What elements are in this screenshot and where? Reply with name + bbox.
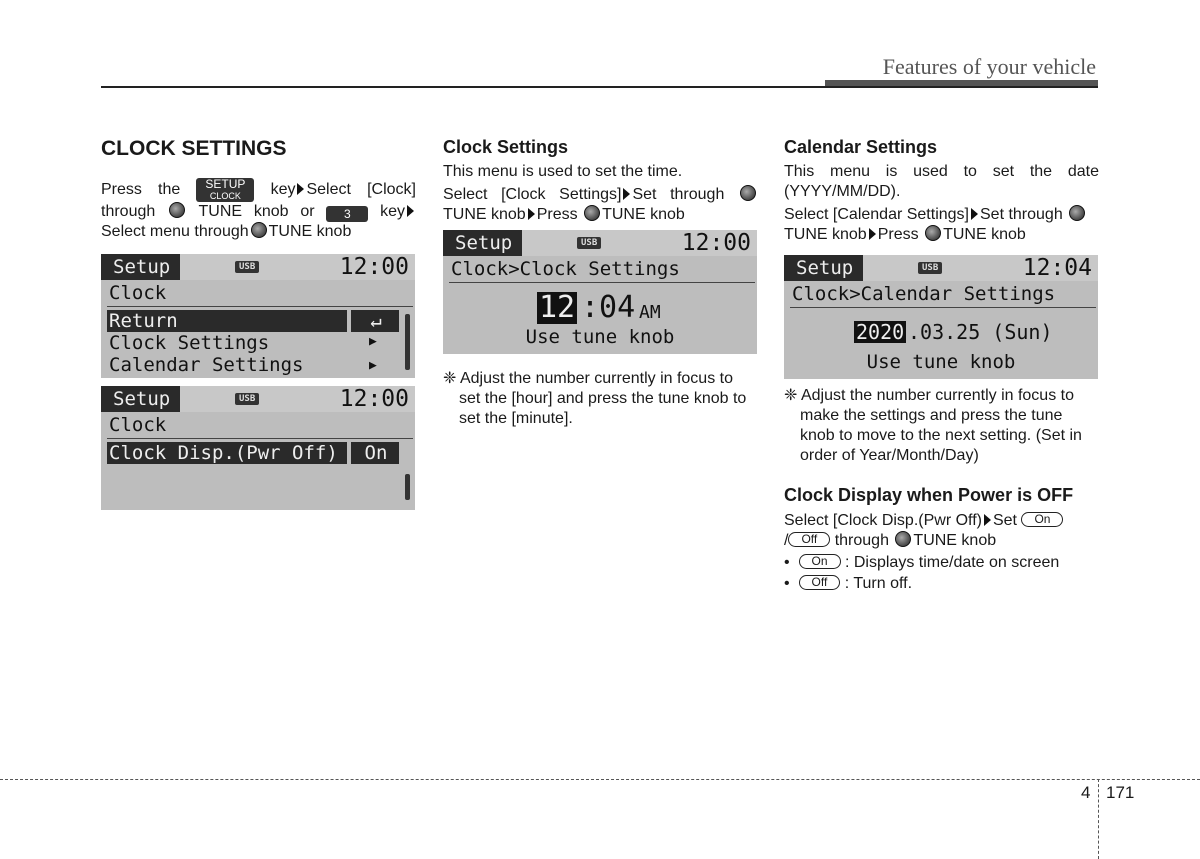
footer-vrule (1098, 779, 1099, 859)
arrow-icon (984, 514, 991, 526)
arrow-icon (623, 188, 630, 200)
left-instructions (101, 178, 416, 242)
chevron-right-icon: ▶ (369, 334, 377, 349)
lcd-screen-calendar-settings (784, 255, 1098, 379)
lcd-setup-tab: Setup (784, 255, 863, 281)
page-header-title: Features of your vehicle (882, 54, 1096, 79)
ampm: AM (639, 302, 661, 323)
usb-icon: USB (577, 237, 601, 249)
setup-clock-key-icon: SETUP CLOCK (196, 178, 254, 202)
arrow-icon (971, 208, 978, 220)
tune-knob-icon (169, 202, 185, 218)
usb-icon: USB (235, 261, 259, 273)
return-arrow-icon: ↵ (351, 310, 399, 332)
footer-rule (0, 779, 1200, 780)
menu-item-clock-settings[interactable]: Clock Settings (109, 332, 270, 354)
hour-field[interactable]: 12 (539, 290, 576, 325)
calendar-note: ❈ Adjust the number currently in focus to make the settings and press the tune knob to move to the next setting. (Set in order of Year/Month/Day) (784, 387, 1082, 464)
lcd-title: Clock (109, 414, 167, 436)
page-number: 171 (1106, 783, 1135, 802)
menu-item-calendar-settings[interactable]: Calendar Settings (109, 354, 304, 376)
text-tune-knob-or: TUNE knob or (198, 203, 315, 220)
lcd-time: 12:00 (339, 254, 409, 280)
scrollbar (405, 474, 410, 500)
lcd-time: 12:00 (339, 386, 409, 412)
off-button-icon: Off (799, 575, 841, 590)
lcd-title: Clock>Calendar Settings (792, 283, 1056, 305)
tune-knob-icon (584, 205, 600, 221)
tune-knob-icon (925, 225, 941, 241)
right-column (784, 136, 1099, 245)
tune-knob-icon (251, 222, 267, 238)
right-note-block (784, 386, 1099, 594)
calendar-intro: This menu is used to set the date (YYYY/MM/DD). (784, 163, 1099, 200)
text-select-clock: Select [Clock] (306, 181, 416, 198)
text-press: Press the (101, 181, 181, 198)
lcd-screen-clock-menu (101, 254, 415, 378)
date-field[interactable]: .03.25 (Sun) (908, 320, 1053, 344)
lcd-title: Clock (109, 282, 167, 304)
minute-field[interactable]: :04 (581, 290, 636, 325)
arrow-icon (297, 183, 304, 195)
arrow-icon (407, 205, 414, 217)
lcd-setup-tab: Setup (101, 386, 180, 412)
section-heading: CLOCK SETTINGS (101, 137, 287, 160)
lcd-time: 12:04 (1022, 255, 1092, 281)
text-select-menu: Select menu through (101, 223, 249, 240)
tune-knob-icon (895, 531, 911, 547)
chapter-number: 4 (1081, 783, 1091, 802)
text-key: key (270, 181, 296, 198)
lcd-setup-tab: Setup (101, 254, 180, 280)
middle-note (443, 369, 758, 429)
lcd-hint: Use tune knob (525, 326, 675, 348)
clock-display-instructions: Select [Clock Disp.(Pwr Off) Set On / Off through TUNE knob (784, 511, 1099, 551)
key-3-icon: 3 (326, 206, 368, 222)
clock-disp-value: On (351, 442, 399, 464)
middle-column (443, 136, 758, 225)
text-key2: key (380, 203, 406, 220)
lcd-screen-clock-disp (101, 386, 415, 510)
lcd-screen-clock-settings (443, 230, 757, 354)
calendar-settings-heading: Calendar Settings (784, 137, 938, 157)
tune-knob-icon (1069, 205, 1085, 221)
clock-display-heading: Clock Display when Power is OFF (784, 485, 1074, 505)
bullet-off: • Off : Turn off. (784, 575, 913, 592)
lcd-setup-tab: Setup (443, 230, 522, 256)
year-field[interactable]: 2020 (856, 320, 905, 344)
lcd-time: 12:00 (681, 230, 751, 256)
left-column (101, 136, 416, 242)
on-button-icon: On (1021, 512, 1063, 527)
bullet-on: • On : Displays time/date on screen (784, 554, 1060, 571)
tune-knob-icon (740, 185, 756, 201)
clock-settings-heading: Clock Settings (443, 137, 569, 157)
menu-item-clock-disp[interactable]: Clock Disp.(Pwr Off) (107, 442, 347, 464)
arrow-icon (528, 208, 535, 220)
header-rule (101, 86, 1098, 88)
on-button-icon: On (799, 554, 841, 569)
scrollbar (405, 314, 410, 370)
arrow-icon (869, 228, 876, 240)
lcd-title: Clock>Clock Settings (451, 258, 680, 280)
off-button-icon: Off (788, 532, 830, 547)
menu-item-return[interactable]: Return (107, 310, 347, 332)
text-through: through (101, 203, 156, 220)
clock-settings-instructions: Select [Clock Settings] Set through TUNE knob Press TUNE knob (443, 185, 758, 225)
text-tune-knob: TUNE knob (268, 223, 352, 240)
clock-settings-intro: This menu is used to set the time. (443, 163, 683, 180)
calendar-instructions: Select [Calendar Settings] Set through TUNE knob Press TUNE knob (784, 205, 1099, 245)
usb-icon: USB (235, 393, 259, 405)
clock-note: ❈ Adjust the number currently in focus to set the [hour] and press the tune knob to set the [minute]. (443, 370, 747, 427)
chevron-right-icon: ▶ (369, 358, 377, 373)
lcd-hint: Use tune knob (866, 351, 1016, 373)
usb-icon: USB (918, 262, 942, 274)
